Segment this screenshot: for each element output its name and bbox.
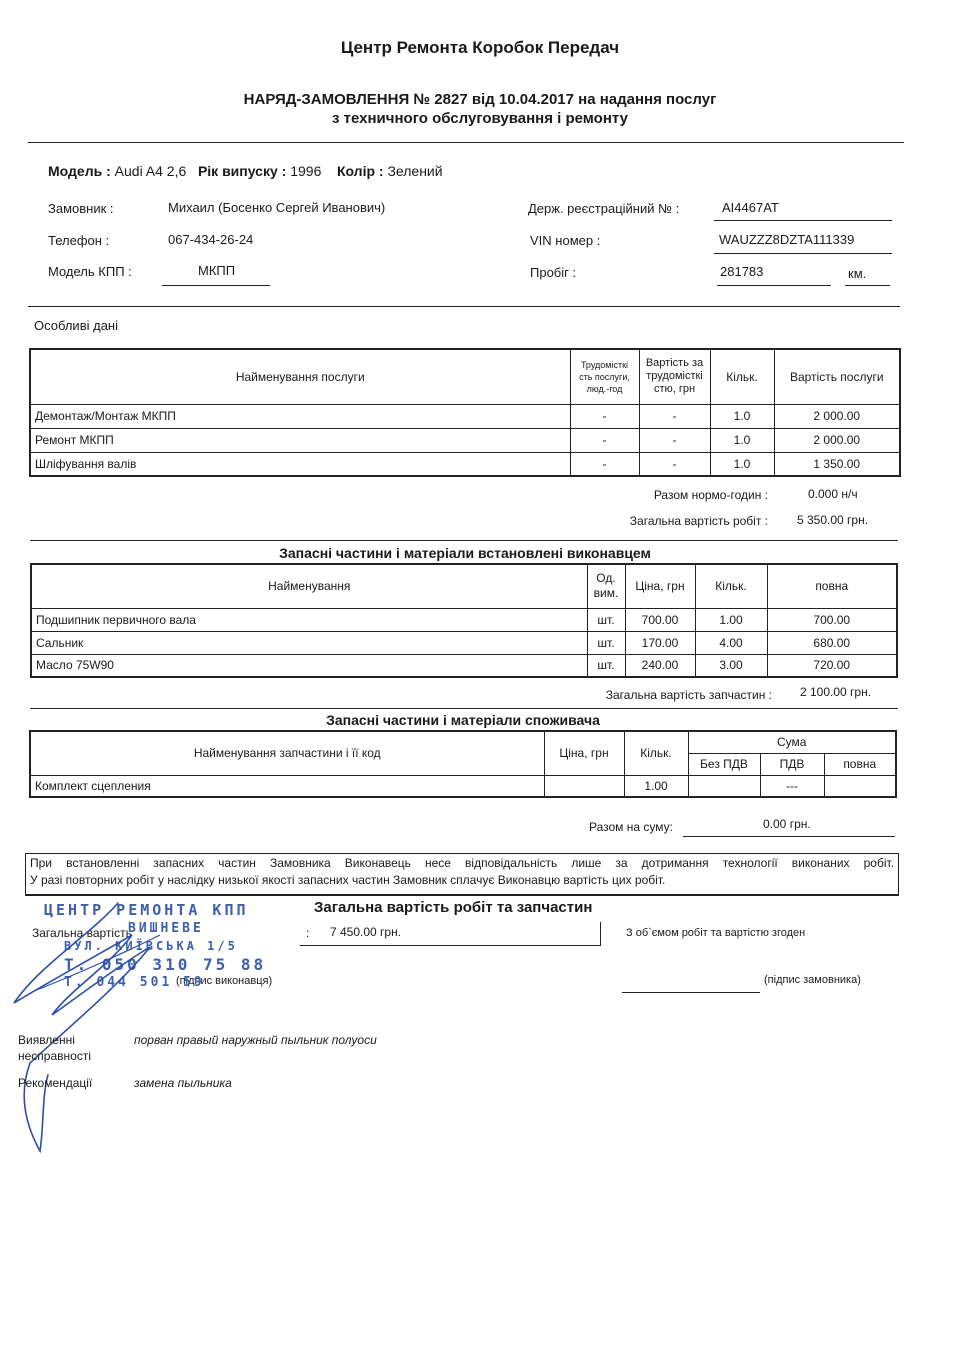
mileage-value: 281783: [720, 264, 764, 279]
order-subtitle: з техничного обслуговування і ремонту: [332, 110, 628, 127]
stamp-line-2: ВИШНЕВЕ: [128, 921, 204, 936]
company-title: Центр Ремонта Коробок Передач: [340, 38, 620, 57]
client-parts-title: Запасні частини і матеріали споживача: [326, 712, 600, 728]
table-row: [30, 404, 900, 428]
year-label: Рік випуску :: [197, 163, 287, 179]
service-cost: 1 350.00: [774, 452, 900, 476]
service-cost: 2 000.00: [774, 404, 900, 428]
service-qty: 1.0: [710, 452, 774, 476]
notice-line-2: У разі повторних робіт у наслідку низької якості запасних частин Замовник сплачує Виконавцю вартість цих робіт.: [30, 873, 666, 887]
stamp-line-3: ВУЛ. КИЇВСЬКА 1/5: [64, 939, 238, 953]
col-no-vat: Без ПДВ: [688, 753, 760, 775]
vehicle-line: [48, 163, 443, 179]
divider: [28, 306, 900, 307]
parts-title: Запасні частини і матеріали встановлені виконавцем: [279, 545, 651, 561]
col-client-part-name: Найменування запчастини і її код: [30, 731, 544, 775]
faults-value: порван правый наружный пыльник полуоси: [134, 1033, 377, 1047]
faults-label-1: Виявленні: [18, 1033, 75, 1047]
client-label: Замовник :: [48, 201, 114, 216]
summary-colon: :: [306, 926, 310, 940]
service-qty: 1.0: [710, 404, 774, 428]
parts-total-value: 2 100.00 грн.: [800, 685, 872, 699]
stamp-line-1: ЦЕНТР РЕМОНТА КПП: [44, 901, 249, 919]
client-total-label: Разом на суму:: [589, 820, 673, 834]
col-labor-cost: Вартість за трудомісткі стю, грн: [639, 349, 710, 404]
hours-label: Разом нормо-годин :: [653, 488, 768, 502]
part-price: 170.00: [625, 631, 695, 654]
part-total: 700.00: [767, 608, 897, 631]
agree-text: З об`ємом робіт та вартістю згоден: [626, 927, 806, 939]
col-labor: Трудомісткі сть послуги, люд.-год: [570, 349, 639, 404]
gearbox-label: Модель КПП :: [48, 264, 132, 279]
service-labor: -: [570, 404, 639, 428]
part-name: Сальник: [31, 631, 587, 654]
signature-icon: [0, 895, 260, 1155]
model-label: Модель :: [48, 163, 111, 179]
services-table: [29, 348, 901, 477]
col-client-qty: Кільк.: [624, 731, 688, 775]
summary-total-label: Загальна вартість: [32, 926, 132, 940]
mileage-unit-underline: [845, 285, 890, 286]
part-name: Масло 75W90: [31, 654, 587, 677]
color-label: Колір :: [336, 163, 384, 179]
reg-label: Держ. реєстраційний № :: [528, 201, 680, 216]
vin-underline: [714, 253, 892, 254]
summary-underline: [300, 945, 600, 946]
client-part-full: [824, 775, 896, 797]
part-total: 680.00: [767, 631, 897, 654]
stamp-line-4: Т. 050 310 75 88: [64, 955, 267, 974]
part-unit: шт.: [587, 608, 625, 631]
table-row: [31, 631, 897, 654]
col-vat: ПДВ: [760, 753, 824, 775]
part-price: 240.00: [625, 654, 695, 677]
client-total-value: 0.00 грн.: [763, 817, 811, 831]
stamp-line-5: Т. 044 501 59: [64, 975, 205, 990]
table-row: [30, 775, 896, 797]
part-name: Подшипник первичного вала: [31, 608, 587, 631]
service-qty: 1.0: [710, 428, 774, 452]
works-total-label: Загальна вартість робіт :: [629, 514, 768, 528]
part-qty: 1.00: [695, 608, 767, 631]
part-unit: шт.: [587, 654, 625, 677]
col-sum: Сума: [688, 731, 896, 753]
col-price: Ціна, грн: [625, 564, 695, 608]
col-client-price: Ціна, грн: [544, 731, 624, 775]
client-total-underline: [683, 836, 895, 837]
col-full: повна: [824, 753, 896, 775]
summary-separator: [600, 922, 601, 946]
client-part-vat: ---: [760, 775, 824, 797]
parts-table: [30, 563, 898, 678]
sign-exec-label: (підпис виконавця): [176, 975, 273, 987]
gearbox-value: МКПП: [198, 263, 236, 278]
phone-label: Телефон :: [48, 233, 110, 248]
divider: [28, 142, 904, 143]
notice-box: [25, 853, 899, 896]
divider: [30, 708, 898, 709]
year-value: 1996: [290, 163, 322, 179]
service-name: Демонтаж/Монтаж МКПП: [30, 404, 570, 428]
model-value: Audi A4 2,6: [114, 163, 187, 179]
works-total-value: 5 350.00 грн.: [797, 513, 869, 527]
service-cost: 2 000.00: [774, 428, 900, 452]
part-qty: 3.00: [695, 654, 767, 677]
client-part-qty: 1.00: [624, 775, 688, 797]
sign-client-line: [622, 992, 760, 993]
table-row: [31, 654, 897, 677]
part-qty: 4.00: [695, 631, 767, 654]
col-service-name: Найменування послуги: [30, 349, 570, 404]
parts-total-label: Загальна вартість запчастин :: [605, 688, 772, 702]
color-value: Зелений: [387, 163, 443, 179]
table-row: [30, 452, 900, 476]
order-title: НАРЯД-ЗАМОВЛЕННЯ № 2827 від 10.04.2017 на надання послуг: [243, 91, 717, 108]
special-label: Особливі дані: [34, 318, 118, 333]
part-unit: шт.: [587, 631, 625, 654]
service-labor: -: [570, 428, 639, 452]
client-value: Михаил (Босенко Сергей Иванович): [168, 200, 386, 215]
gearbox-underline: [162, 285, 270, 286]
service-labor-cost: -: [639, 404, 710, 428]
col-unit: Од. вим.: [587, 564, 625, 608]
col-qty: Кільк.: [695, 564, 767, 608]
service-name: Ремонт МКПП: [30, 428, 570, 452]
divider: [30, 540, 898, 541]
mileage-unit: км.: [848, 266, 867, 281]
rec-value: замена пыльника: [134, 1076, 232, 1090]
summary-title: Загальна вартість робіт та запчастин: [314, 899, 593, 916]
summary-total-value: 7 450.00 грн.: [330, 925, 402, 939]
service-labor-cost: -: [639, 452, 710, 476]
faults-label-2: несправності: [18, 1049, 91, 1063]
notice-line-1: При встановленні запасних частин Замовника Виконавець несе відповідальність лише за дотримання технології виконаних робіт.: [30, 856, 894, 870]
part-total: 720.00: [767, 654, 897, 677]
vin-value: WAUZZZ8DZTA111339: [719, 232, 855, 247]
sign-client-label: (підпис замовника): [764, 974, 861, 986]
rec-label: Рекомендації: [18, 1076, 93, 1090]
vin-label: VIN номер :: [530, 233, 601, 248]
col-part-name: Найменування: [31, 564, 587, 608]
hours-value: 0.000 н/ч: [808, 487, 858, 501]
phone-value: 067-434-26-24: [168, 232, 254, 247]
col-cost: Вартість послуги: [774, 349, 900, 404]
col-total: повна: [767, 564, 897, 608]
mileage-underline: [717, 285, 831, 286]
client-part-no-vat: [688, 775, 760, 797]
client-part-name: Комплект сцепления: [30, 775, 544, 797]
table-row: [30, 428, 900, 452]
reg-value: AI4467AT: [722, 200, 779, 215]
client-part-price: [544, 775, 624, 797]
service-labor-cost: -: [639, 428, 710, 452]
part-price: 700.00: [625, 608, 695, 631]
service-name: Шліфування валів: [30, 452, 570, 476]
col-qty: Кільк.: [710, 349, 774, 404]
service-labor: -: [570, 452, 639, 476]
client-parts-table: [29, 730, 897, 798]
reg-underline: [714, 220, 892, 221]
mileage-label: Пробіг :: [530, 265, 577, 280]
table-row: [31, 608, 897, 631]
